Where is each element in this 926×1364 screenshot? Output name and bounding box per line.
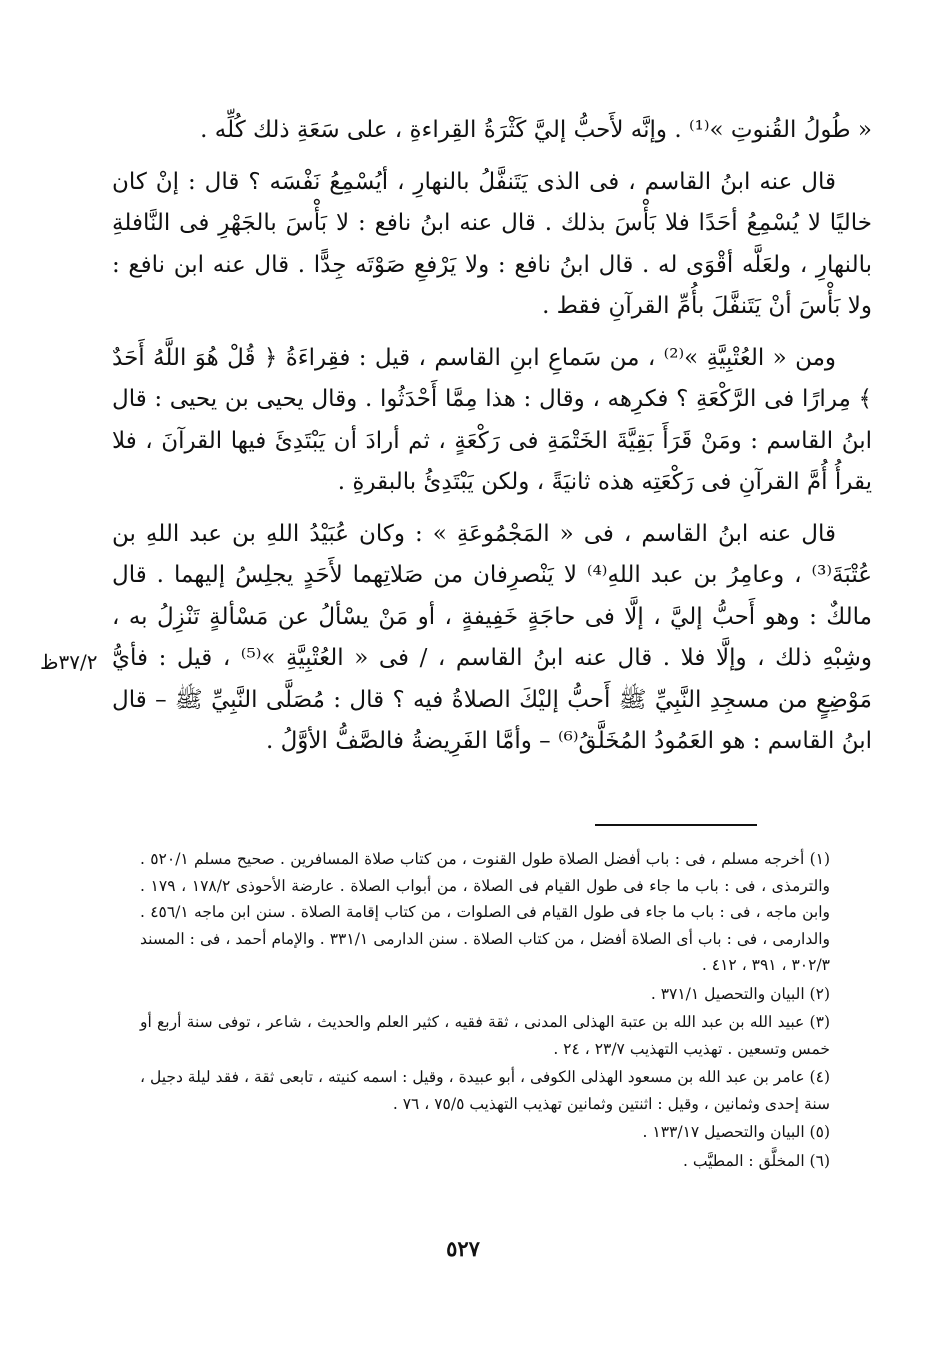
footnote-4: (٤) عامر بن عبد الله بن مسعود الهذلى الكوفى ، أبو عبيدة ، وقيل : اسمه كنيته ، تابعى ثقة ، فقد ليلة دجيل ، سنة إحدى وثمانين ، وقيل : اثنتين وثمانين تهذيب التهذيب ٧٥/٥ ، ٧٦ . bbox=[140, 1068, 830, 1113]
footnotes bbox=[140, 846, 830, 1176]
paragraph-3: ومن « العُتْبِيَّةِ »⁽²⁾ ، من سَماعِ ابنِ القاسم ، قيل : فقِراءَةُ ﴿ قُلْ هُوَ اللَّهُ أَحَدٌ ﴾ مِرارًا فى الرَّكْعَةِ ؟ فكرِهه ، وقال : هذا مِمَّا أَحْدَثُوا . وقال يحيى بن يحيى : قال ابنُ القاسم : ومَنْ قَرَأَ بَقِيَّةَ الخَتْمَةِ فى رَكْعَةٍ ، ثم أرادَ أن يَبْتَدِئَ فيها القرآنَ ، فلا يقرأُ أُمَّ القرآنِ فى رَكْعَتِه هذه ثانيَةً ، ولكن يَبْتَدِئُ بالبقرةِ . bbox=[112, 344, 872, 495]
footnote-2: (٢) البيان والتحصيل ٣٧١/١ . bbox=[650, 984, 830, 1003]
footnote-6: (٦) المخلَّق : المطيَّب . bbox=[683, 1151, 830, 1170]
paragraph-1: « طُولُ القُنوتِ »⁽¹⁾ . وإنَّه لأَحبُّ إليَّ كَثْرَةُ القِراءةِ ، على سَعَةِ ذلك كُلِّه . bbox=[200, 117, 872, 143]
footnote-1: (١) أخرجه مسلم ، فى : باب أفضل الصلاة طول القنوت ، من كتاب صلاة المسافرين . صحيح مسلم ٥٢٠/١ . والترمذى ، فى : باب ما جاء فى طول القيام فى الصلاة ، من أبواب الصلاة . عارضة الأحوذى ١٧٨/٢ ، ١٧٩ . وابن ماجه ، فى : باب ما جاء فى طول القيام فى الصلوات ، من كتاب إقامة الصلاة . سنن ابن ماجه ٤٥٦/١ . والدارمى ، فى : باب أى الصلاة أفضل ، من كتاب الصلاة . سنن الدارمى ٣٣١/١ . والإمام أحمد ، فى : المسند ٣٠٢/٣ ، ٣٩١ ، ٤١٢ . bbox=[140, 850, 831, 974]
page-number: ٥٢٧ bbox=[446, 1236, 480, 1261]
footnote-5: (٥) البيان والتحصيل ١٣٣/١٧ . bbox=[642, 1123, 830, 1141]
footnote-divider bbox=[595, 824, 757, 826]
paragraph-2: قال عنه ابنُ القاسم ، فى الذى يَتَنفَّلُ بالنهارِ ، أيُسْمِعُ نَفْسَه ؟ قال : إنْ كان خاليًا لا يُسْمِعُ أحَدًا فلا بَأْسَ بذلك . قال عنه ابنُ نافع : لا بَأْسَ بالجَهْرِ فى النَّافلةِ بالنهارِ ، ولعَلَّه أقْوَى له . قال ابنُ نافع : ولا يَرْفعِ صَوْتَه جِدًّا . قال عنه ابن نافع : ولا بَأْسَ أنْ يَتَنفَّلَ بأُمِّ القرآنِ فقط . bbox=[112, 168, 872, 319]
footnote-3: (٣) عبيد الله بن عبد الله بن عتبة الهذلى المدنى ، ثقة فقيه ، كثير العلم والحديث ، شاعر ، توفى سنة أربع أو خمس وتسعين . تهذيب التهذيب ٢٣/٧ ، ٢٤ . bbox=[140, 1013, 830, 1058]
folio-margin-note: ٣٧/٢ظ bbox=[40, 650, 98, 674]
paragraph-4: قال عنه ابنُ القاسم ، فى « المَجْمُوعَةِ » : وكان عُبَيْدُ اللهِ بن عبد اللهِ بن عُتْبَةَ⁽³⁾ ، وعامِرُ بن عبد اللهِ⁽⁴⁾ لا يَنْصرِفان من صَلاتِهما لأَحَدٍ يجلِسُ إليهما . قال مالكٌ : وهو أَحبُّ إليَّ ، إلَّا فى حاجَةٍ خَفِيفةٍ ، أو مَنْ يسْألُ عن مَسْألةٍ تَنْزِلُ به ، وشِبْهِ ذلك ، وإلَّا فلا . قال عنه ابنُ القاسم ، / فى « العُتْبِيَّةِ »⁽⁵⁾ ، قيل : فأيُّ مَوْضِعٍ من مسجِدِ النَّبِيِّ ﷺ أَحبُّ إليْكَ الصلاةُ فيه ؟ قال : مُصَلَّى النَّبِيِّ ﷺ – قال ابنُ القاسم : هو العَمُودُ المُخَلَّقُ⁽⁶⁾ – وأمَّا الفَرِيضةُ فالصَّفُّ الأوَّلُ . bbox=[112, 520, 872, 754]
main-text bbox=[112, 110, 872, 763]
